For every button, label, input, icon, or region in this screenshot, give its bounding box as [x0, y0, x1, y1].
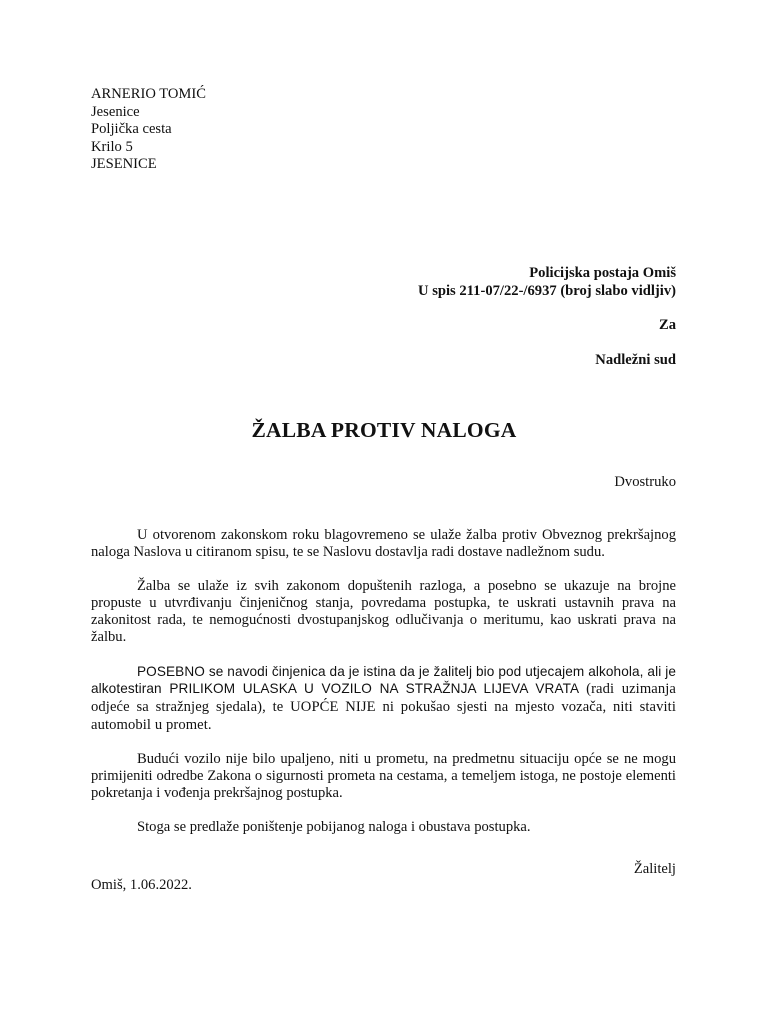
document-body — [91, 527, 676, 836]
body-paragraph-4: Budući vozilo nije bilo upaljeno, niti u prometu, na predmetnu situaciju opće se ne mogu primijeniti odredbe Zakona o sigurnosti prometa na cestama, a temeljem istoga, ne postoje elementi pokretanja i vođenja prekršajnog postupka. — [91, 751, 676, 801]
sender-city: Jesenice — [91, 103, 140, 120]
document-title: ŽALBA PROTIV NALOGA — [251, 418, 517, 442]
recipient-block — [418, 265, 676, 369]
body-paragraph-3 — [91, 663, 676, 734]
sender-town: JESENICE — [91, 156, 157, 172]
recipient-court: Nadležni sud — [595, 351, 676, 368]
sender-building: Krilo 5 — [91, 138, 133, 155]
place-and-date: Omiš, 1.06.2022. — [91, 877, 192, 893]
body-paragraph-1: U otvorenom zakonskom roku blagovremeno se ulaže žalba protiv Obveznog prekršajnog naloga Naslova u citiranom spisu, te se Naslovu dostavlja radi dostave nadležnom sudu. — [91, 527, 676, 560]
body-paragraph-3-tail: (radi uzimanja odjeće sa stražnjeg sjedala), te UOPĆE NIJE ni pokušao sjesti na mjesto vozača, niti staviti automobil u promet. — [91, 681, 676, 733]
copies-note: Dvostruko — [614, 474, 676, 490]
sender-address-block — [91, 86, 206, 174]
recipient-station: Policijska postaja Omiš — [529, 265, 676, 281]
case-reference: U spis 211-07/22-/6937 (broj slabo vidljiv) — [418, 282, 676, 299]
body-paragraph-2: Žalba se ulaže iz svih zakonom dopuštenih razloga, a posebno se ukazuje na brojne propuste u utvrđivanju činjeničnog stanja, povredama postupka, te uskrati ustavnih prava na zakonitost rada, te nemogućnosti dvostupanjskog odlučivanja o meritumu, kao uskrati prava na žalbu. — [91, 578, 676, 645]
body-paragraph-5: Stoga se predlaže poništenje pobijanog naloga i obustava postupka. — [137, 819, 531, 835]
sender-name: ARNERIO TOMIĆ — [91, 86, 207, 102]
body-paragraph-3-main: POSEBNO se navodi činjenica da je istina da je žalitelj bio pod utjecajem alkohola, ali je alkotestiran PRILIKOM ULASKA U VOZILO NA STRAŽNJA LIJEVA VRATA — [91, 664, 676, 696]
recipient-to-label: Za — [658, 317, 676, 333]
sender-street: Poljička cesta — [91, 121, 172, 137]
signature-label: Žalitelj — [633, 861, 676, 877]
